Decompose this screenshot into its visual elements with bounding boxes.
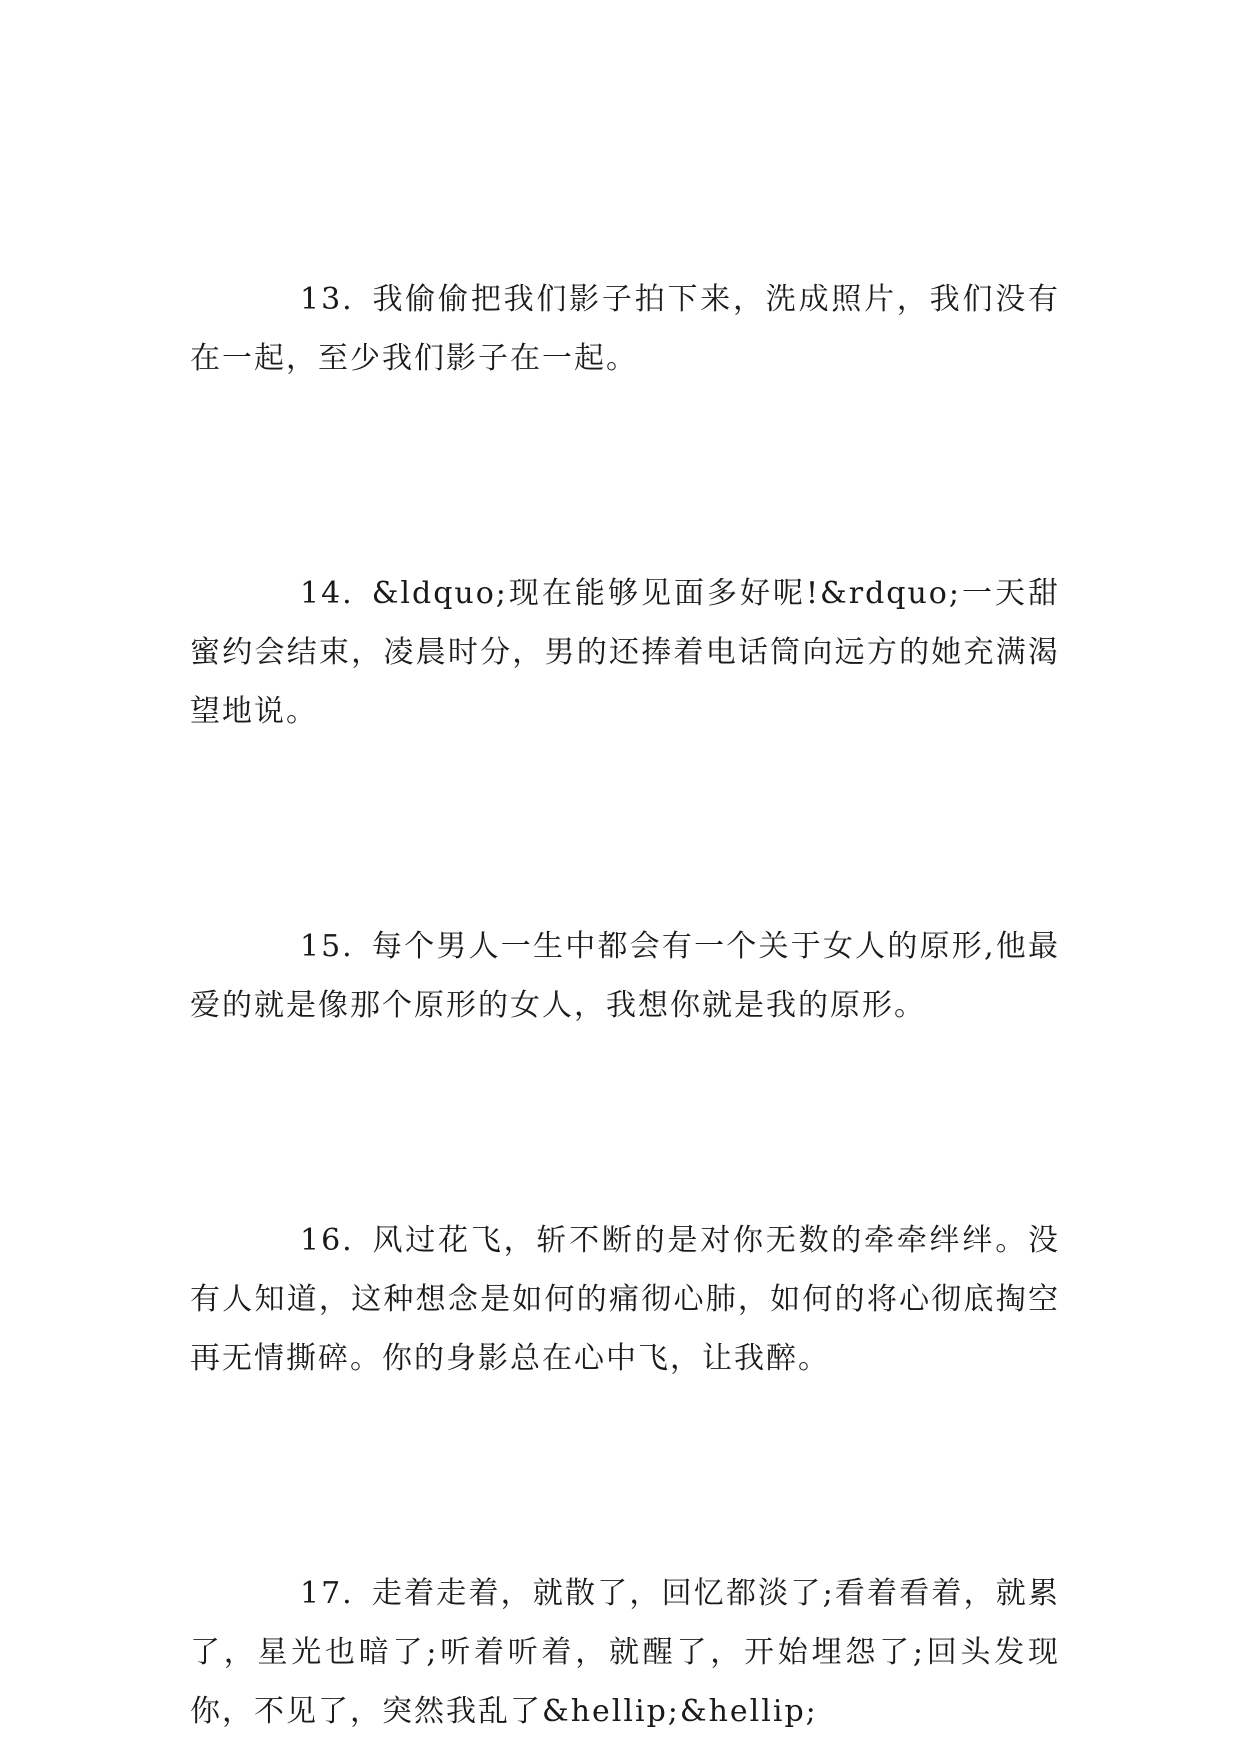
entry-text: 我偷偷把我们影子拍下来，洗成照片，我们没有在一起，至少我们影子在一起。 <box>190 282 1060 376</box>
list-item <box>190 1564 1060 1741</box>
entry-number: 17. <box>300 1576 354 1611</box>
entry-number: 14. <box>300 576 354 611</box>
list-item <box>190 917 1060 1035</box>
entry-number: 15. <box>300 929 354 964</box>
list-item <box>190 1211 1060 1388</box>
entry-number: 16. <box>300 1223 354 1258</box>
entry-number: 13. <box>300 282 354 317</box>
entry-text: &ldquo;现在能够见面多好呢!&rdquo;一天甜蜜约会结束，凌晨时分，男的还捧着电话筒向远方的她充满渴望地说。 <box>190 576 1060 729</box>
entry-text: 走着走着，就散了，回忆都淡了;看着看着，就累了，星光也暗了;听着听着，就醒了，开始埋怨了;回头发现你，不见了，突然我乱了&hellip;&hellip; <box>190 1576 1060 1729</box>
list-item <box>190 270 1060 388</box>
list-item <box>190 564 1060 741</box>
entry-text: 每个男人一生中都会有一个关于女人的原形,他最爱的就是像那个原形的女人，我想你就是我的原形。 <box>190 929 1060 1023</box>
entry-text: 风过花飞，斩不断的是对你无数的牵牵绊绊。没有人知道，这种想念是如何的痛彻心肺，如何的将心彻底掏空再无情撕碎。你的身影总在心中飞，让我醉。 <box>190 1223 1060 1376</box>
entry-list <box>190 270 1060 1741</box>
